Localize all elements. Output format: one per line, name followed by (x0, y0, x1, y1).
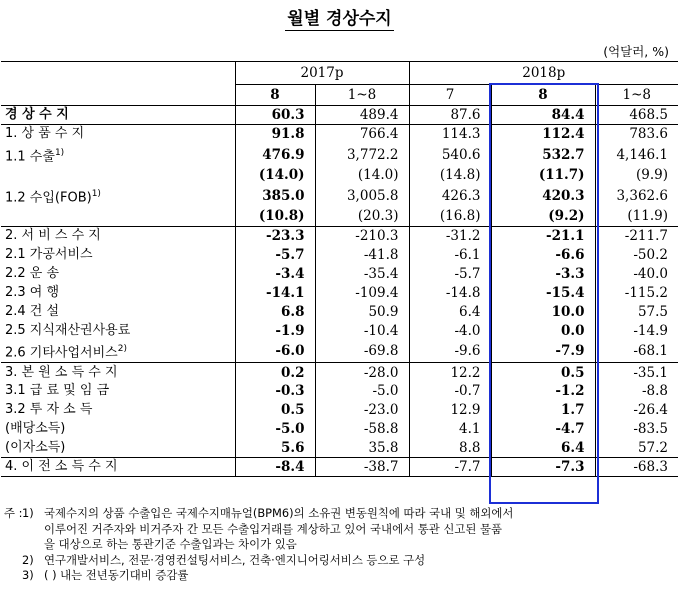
row-label-text: 3.2 투 자 소 득 (5, 402, 93, 418)
table-cell: -40.0 (595, 264, 678, 283)
table-cell: -9.6 (409, 340, 491, 363)
row-label-text: 3. 본 원 소 득 수 지 (5, 364, 118, 380)
row-label-footnote-ref: 2) (117, 344, 127, 355)
row-label (1, 185, 235, 207)
table-cell: -3.3 (491, 264, 595, 283)
table-cell: 540.6 (409, 144, 491, 166)
row-label-text: (배당소득) (5, 421, 66, 437)
table-cell: -3.4 (235, 264, 315, 283)
table-cell: 35.8 (315, 439, 409, 458)
table-row (1, 245, 678, 264)
table-row (1, 283, 678, 302)
table-cell: -10.4 (315, 321, 409, 340)
row-label-text: 경 상 수 지 (5, 107, 69, 122)
table-row (1, 458, 678, 477)
table-cell: 0.2 (235, 363, 315, 382)
table-cell: (14.0) (235, 166, 315, 185)
table-cell: -109.4 (315, 283, 409, 302)
table-cell: 60.3 (235, 106, 315, 125)
row-label (1, 340, 235, 363)
table-cell: -6.0 (235, 340, 315, 363)
table-cell: 489.4 (315, 106, 409, 125)
unit-label: (억달러, %) (603, 44, 669, 59)
table-cell: 468.5 (595, 106, 678, 125)
table-cell: -83.5 (595, 420, 678, 439)
table-cell: -0.3 (235, 382, 315, 401)
table-cell: 0.5 (491, 363, 595, 382)
table-cell: -28.0 (315, 363, 409, 382)
table-cell: 420.3 (491, 185, 595, 207)
row-label (1, 245, 235, 264)
table-cell: 3,005.8 (315, 185, 409, 207)
table-cell: -50.2 (595, 245, 678, 264)
table-cell: 476.9 (235, 144, 315, 166)
table-cell: -35.1 (595, 363, 678, 382)
header-col-2018-1-8: 1~8 (595, 85, 678, 106)
table-cell: (11.9) (595, 207, 678, 226)
row-label (1, 458, 235, 477)
table-cell: 0.0 (491, 321, 595, 340)
table-cell: 50.9 (315, 302, 409, 321)
table-cell: -0.7 (409, 382, 491, 401)
table-cell: 57.5 (595, 302, 678, 321)
row-label (1, 321, 235, 340)
table-cell: 6.4 (491, 439, 595, 458)
header-blank (1, 62, 235, 106)
table-cell: (14.8) (409, 166, 491, 185)
row-label-text: 1. 상 품 수 지 (5, 126, 85, 142)
row-label-text: 2.3 여 행 (5, 284, 60, 300)
footnotes (4, 506, 676, 584)
table-cell: 6.8 (235, 302, 315, 321)
table-row (1, 439, 678, 458)
table-cell: -8.8 (595, 382, 678, 401)
footnote-3-text: ( ) 내는 전년동기대비 증감률 (44, 568, 189, 582)
table-cell: -7.9 (491, 340, 595, 363)
table-row (1, 207, 678, 226)
row-label-footnote-ref: 1) (54, 147, 65, 158)
row-label-text: 2.6 기타사업서비스 (5, 345, 118, 361)
table-cell: -69.8 (315, 340, 409, 363)
table-cell: -5.7 (409, 264, 491, 283)
footnote-2-text: 연구개발서비스, 전문·경영컨설팅서비스, 건축·엔지니어링서비스 등으로 구성 (44, 552, 426, 567)
row-label-text: 1.1 수출 (5, 148, 55, 164)
header-col-2017-1-8: 1~8 (315, 85, 409, 106)
table-cell: -4.7 (491, 420, 595, 439)
footnote-1-line-1: 국제수지의 상품 수출입은 국제수지매뉴얼(BPM6)의 소유권 변동원칙에 따라 국내 및 해외에서 (44, 506, 514, 520)
table-cell: -58.8 (315, 420, 409, 439)
table-row (1, 340, 678, 363)
table-row (1, 420, 678, 439)
table-cell: -26.4 (595, 401, 678, 420)
table-cell: -5.0 (235, 420, 315, 439)
table-cell: (9.2) (491, 207, 595, 226)
table-cell: -23.3 (235, 226, 315, 245)
table-cell: -4.0 (409, 321, 491, 340)
table-row (1, 321, 678, 340)
table-cell: 426.3 (409, 185, 491, 207)
row-label (1, 264, 235, 283)
table-cell: -211.7 (595, 226, 678, 245)
row-label-footnote-ref: 1) (91, 188, 101, 199)
table-cell: -21.1 (491, 226, 595, 245)
table-row (1, 106, 678, 125)
table-row (1, 382, 678, 401)
table-cell: 91.8 (235, 125, 315, 144)
table-cell: 766.4 (315, 125, 409, 144)
table-cell: 12.2 (409, 363, 491, 382)
row-label (1, 125, 235, 144)
header-row-years (1, 62, 678, 85)
table-cell: -68.1 (595, 340, 678, 363)
table-cell: 84.4 (491, 106, 595, 125)
table-cell: 3,362.6 (595, 185, 678, 207)
footnote-1-index: 1) (22, 506, 34, 520)
header-col-2018-8: 8 (491, 85, 595, 106)
table-cell: -35.4 (315, 264, 409, 283)
table-cell: 112.4 (491, 125, 595, 144)
table-cell: -23.0 (315, 401, 409, 420)
current-account-table (1, 61, 678, 477)
row-label-text: 3.1 급 료 및 임 금 (5, 383, 110, 399)
header-col-2018-7: 7 (409, 85, 491, 106)
table-cell: 385.0 (235, 185, 315, 207)
table-cell: -31.2 (409, 226, 491, 245)
footnote-1-line-3: 을 대상으로 하는 통관기준 수출입과는 차이가 있음 (44, 537, 297, 551)
row-label-text: (이자소득) (5, 440, 66, 456)
table-cell: 3,772.2 (315, 144, 409, 166)
row-label (1, 207, 235, 226)
row-label (1, 166, 235, 185)
table-cell: -38.7 (315, 458, 409, 477)
header-year-2017: 2017p (235, 62, 409, 85)
footnote-1-line-2: 이루어진 거주자와 비거주자 간 모든 수출입거래를 계상하고 있어 국내에서 통관 신고된 물품 (44, 521, 502, 536)
table-cell: -14.9 (595, 321, 678, 340)
table-cell: (9.9) (595, 166, 678, 185)
row-label-text: 2. 서 비 스 수 지 (5, 227, 101, 243)
table-cell: 1.7 (491, 401, 595, 420)
table-cell: -7.7 (409, 458, 491, 477)
table-cell: (16.8) (409, 207, 491, 226)
row-label (1, 302, 235, 321)
row-label-text: 2.4 건 설 (5, 303, 60, 319)
row-label (1, 226, 235, 245)
header-col-2017-8: 8 (235, 85, 315, 106)
table-cell: (14.0) (315, 166, 409, 185)
row-label (1, 382, 235, 401)
table-cell: (20.3) (315, 207, 409, 226)
table-cell: 6.4 (409, 302, 491, 321)
row-label (1, 420, 235, 439)
row-label (1, 439, 235, 458)
table-cell: -5.7 (235, 245, 315, 264)
table-row (1, 185, 678, 207)
row-label (1, 144, 235, 166)
table-row (1, 363, 678, 382)
footnote-2-index: 2) (22, 552, 34, 567)
table-row (1, 401, 678, 420)
table-row (1, 125, 678, 144)
table-row (1, 144, 678, 166)
table-cell: -8.4 (235, 458, 315, 477)
row-label (1, 106, 235, 125)
table-cell: 5.6 (235, 439, 315, 458)
row-label (1, 283, 235, 302)
row-label-text: 2.1 가공서비스 (5, 246, 93, 262)
table-body (1, 106, 678, 477)
footnote-1 (4, 506, 676, 522)
footnote-2 (4, 553, 676, 569)
table-cell: 0.5 (235, 401, 315, 420)
table-cell: (11.7) (491, 166, 595, 185)
row-label (1, 401, 235, 420)
table-cell: 10.0 (491, 302, 595, 321)
table-cell: -5.0 (315, 382, 409, 401)
header-year-2018: 2018p (409, 62, 678, 85)
table-cell: -14.8 (409, 283, 491, 302)
row-label (1, 363, 235, 382)
table-cell: 114.3 (409, 125, 491, 144)
row-label-text: 4. 이 전 소 득 수 지 (5, 459, 118, 475)
page-title: 월별 경상수지 (287, 9, 392, 29)
table-cell: -68.3 (595, 458, 678, 477)
table-row (1, 264, 678, 283)
row-label-text: 2.5 지식재산권사용료 (5, 322, 131, 338)
table-cell: 8.8 (409, 439, 491, 458)
table-cell: -15.4 (491, 283, 595, 302)
table-cell: 57.2 (595, 439, 678, 458)
table-cell: -115.2 (595, 283, 678, 302)
table-row (1, 226, 678, 245)
row-label-text: 2.2 운 송 (5, 265, 60, 281)
table-cell: 87.6 (409, 106, 491, 125)
table-cell: -6.6 (491, 245, 595, 264)
table-cell: 4.1 (409, 420, 491, 439)
table-cell: -6.1 (409, 245, 491, 264)
table-cell: -14.1 (235, 283, 315, 302)
table-cell: 4,146.1 (595, 144, 678, 166)
table-cell: 12.9 (409, 401, 491, 420)
table-cell: -1.2 (491, 382, 595, 401)
table-cell: 783.6 (595, 125, 678, 144)
footnote-mark: 주 : (4, 506, 23, 520)
table-row (1, 302, 678, 321)
table-cell: -7.3 (491, 458, 595, 477)
footnote-3 (4, 568, 676, 584)
table-cell: 532.7 (491, 144, 595, 166)
table-cell: -41.8 (315, 245, 409, 264)
footnote-3-index: 3) (22, 568, 34, 582)
table-cell: -210.3 (315, 226, 409, 245)
table-cell: (10.8) (235, 207, 315, 226)
table-row (1, 166, 678, 185)
row-label-text: 1.2 수입(FOB) (5, 190, 92, 206)
table-cell: -1.9 (235, 321, 315, 340)
